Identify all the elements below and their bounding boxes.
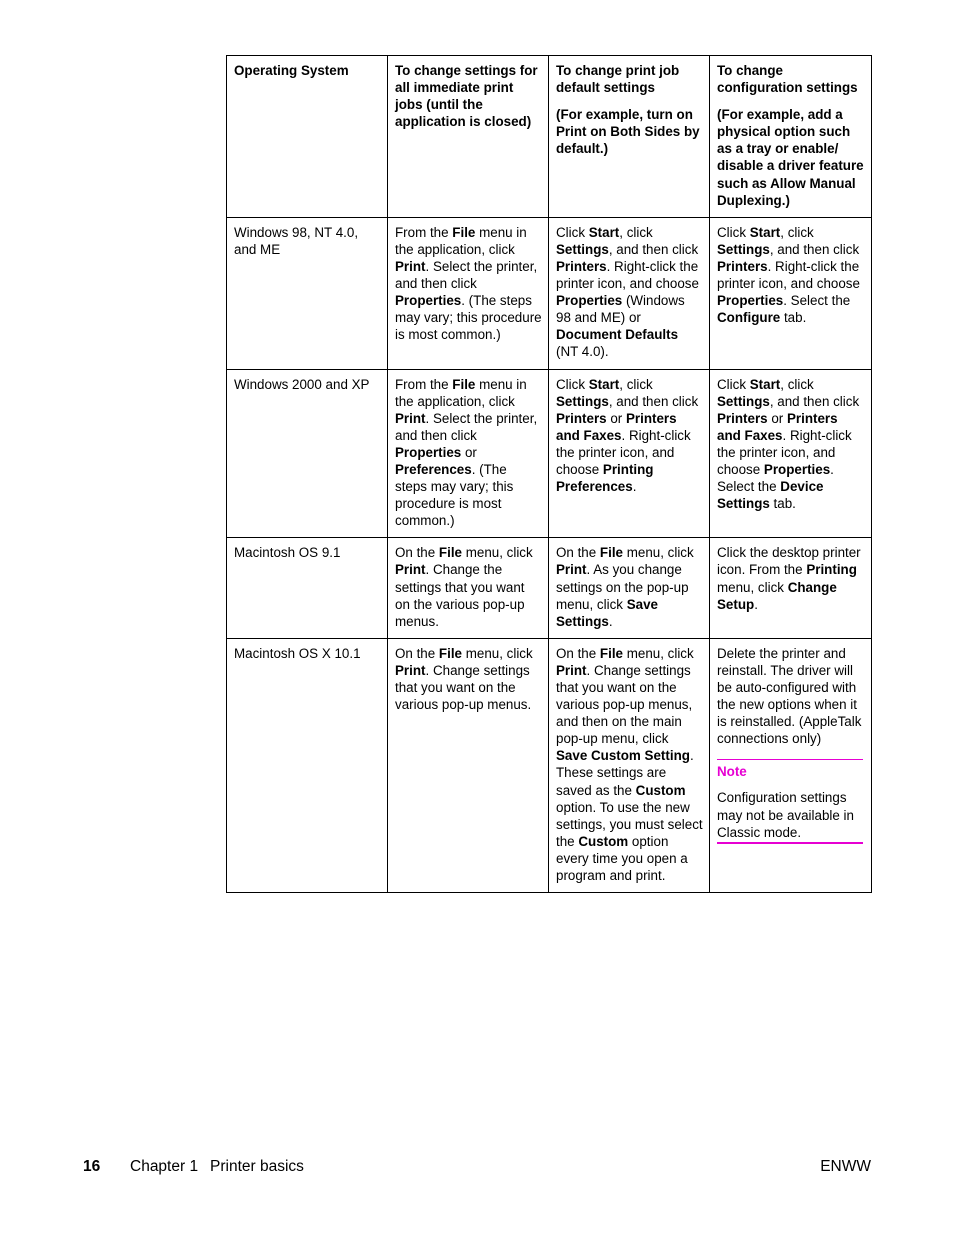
text-segment: , click: [780, 376, 814, 392]
bold-term: Printing: [806, 562, 857, 578]
text-segment: Delete the printer and reinstall. The driver will be auto-configured with the new options when it is reinstalled. (AppleTalk connections only): [717, 645, 862, 747]
text-segment: , click: [619, 376, 653, 392]
text-segment: menu, click: [717, 579, 788, 595]
text-segment: or: [606, 410, 626, 426]
os-cell: Macintosh OS X 10.1: [227, 638, 388, 892]
os-cell: Windows 98, NT 4.0, and ME: [227, 217, 388, 369]
bold-term: Properties: [763, 461, 831, 477]
text-segment: . (The steps may vary; this procedure is most common.): [395, 293, 542, 343]
text-segment: or: [461, 444, 477, 460]
text-segment: tab.: [780, 310, 807, 326]
text-segment: . Select the printer, and then click: [395, 258, 538, 292]
header-immediate: [388, 56, 549, 218]
bold-term: Start: [588, 376, 620, 392]
text-segment: , click: [619, 224, 653, 240]
text-segment: Click: [556, 224, 589, 240]
bold-term: Custom: [578, 833, 629, 849]
bold-term: Printers: [717, 410, 768, 426]
bold-term: Preferences: [395, 461, 472, 477]
text-segment: , and then click: [769, 241, 860, 257]
text-segment: . These settings are saved as the: [556, 748, 694, 798]
bold-term: Print: [556, 662, 587, 678]
default-cell: [549, 638, 710, 892]
bold-term: Printing Preferences: [556, 461, 654, 495]
document-code: ENWW: [820, 1158, 871, 1175]
bold-term: Configure: [717, 310, 781, 326]
text-segment: . Change the settings that you want on the various pop-up menus.: [395, 562, 525, 629]
text-segment: . Select the printer, and then click: [395, 410, 538, 443]
os-cell: Macintosh OS 9.1: [227, 538, 388, 638]
bold-term: File: [599, 645, 623, 661]
header-default: [549, 56, 710, 218]
bold-term: File: [599, 545, 623, 561]
text-segment: . Select the: [717, 461, 834, 495]
text-segment: Click: [717, 376, 750, 392]
config-cell: [710, 538, 872, 638]
bold-term: File: [452, 376, 476, 392]
page-number: 16: [83, 1158, 101, 1175]
text-segment: , click: [780, 224, 814, 240]
bold-term: Custom: [635, 782, 686, 798]
config-cell: [710, 369, 872, 538]
table-row-win98: [227, 217, 872, 369]
text-segment: . As you change settings on the pop-up menu, click: [556, 562, 689, 612]
text-segment: Click the desktop printer icon. From the: [717, 545, 861, 578]
immediate-cell: [388, 538, 549, 638]
header-default-sub: (For example, turn on Print on Both Sides by default.): [556, 107, 700, 157]
header-config-title: To change configuration settings: [717, 63, 858, 96]
bold-term: Print: [556, 562, 587, 578]
bold-term: Printers and Faxes: [556, 410, 677, 443]
text-segment: . (The steps may vary; this procedure is most common.): [395, 461, 514, 529]
text-segment: On the: [395, 645, 439, 661]
bold-term: Save Settings: [556, 596, 658, 629]
os-cell: Windows 2000 and XP: [227, 369, 388, 538]
text-segment: option every time you open a program and print.: [556, 833, 688, 884]
text-segment: , and then click: [769, 393, 860, 409]
bold-term: Properties: [717, 293, 784, 309]
immediate-cell: [388, 369, 549, 538]
text-segment: menu, click: [623, 545, 694, 561]
header-default-title: To change print job default settings: [556, 63, 680, 96]
default-cell: [549, 538, 710, 638]
bold-term: Print: [395, 258, 426, 274]
header-os: [227, 56, 388, 218]
config-cell: [710, 217, 872, 369]
header-immediate-title: To change settings for all immediate print jobs (until the application is closed): [395, 63, 538, 130]
bold-term: Properties: [556, 293, 623, 309]
text-segment: (NT 4.0).: [556, 344, 609, 360]
bold-term: Start: [749, 376, 781, 392]
text-segment: (Windows 98 and ME) or: [556, 293, 685, 326]
default-cell: [549, 217, 710, 369]
table-row-macx: [227, 638, 872, 892]
chapter-label: Chapter 1: [130, 1158, 199, 1175]
text-segment: menu, click: [623, 645, 694, 661]
bold-term: Print: [395, 562, 426, 578]
bold-term: Print: [395, 410, 426, 426]
text-segment: tab.: [769, 496, 796, 512]
bold-term: Change Setup: [717, 579, 837, 612]
note-box: [717, 759, 863, 843]
chapter-title: Printer basics: [210, 1158, 304, 1175]
text-segment: Click: [556, 376, 589, 392]
text-segment: Click: [717, 224, 750, 240]
text-segment: From the: [395, 224, 453, 240]
text-segment: . Right-click the printer icon, and choose: [717, 258, 860, 292]
immediate-cell: [388, 638, 549, 892]
table-row-win2000: [227, 369, 872, 538]
bold-term: Start: [588, 224, 620, 240]
text-segment: On the: [556, 545, 600, 561]
text-segment: , and then click: [608, 393, 699, 409]
text-segment: . Change settings that you want on the various pop-up menus, and then on the main pop-up menu, click: [556, 662, 693, 747]
text-segment: .: [608, 613, 613, 629]
text-segment: On the: [395, 545, 439, 561]
text-segment: . Right-click the printer icon, and choose: [556, 427, 691, 477]
bold-term: Print: [395, 662, 426, 678]
note-label: Note: [717, 764, 747, 780]
text-segment: . Right-click the printer icon, and choose: [717, 427, 852, 477]
bold-term: File: [438, 645, 462, 661]
text-segment: or: [767, 410, 787, 426]
text-segment: .: [754, 596, 758, 612]
immediate-cell: [388, 217, 549, 369]
default-cell: [549, 369, 710, 538]
text-segment: On the: [556, 645, 600, 661]
header-os-title: Operating System: [234, 63, 349, 78]
text-segment: . Select the: [783, 293, 851, 309]
bold-term: Settings: [556, 241, 609, 257]
header-config: [710, 56, 872, 218]
text-segment: menu, click: [462, 545, 533, 561]
bold-term: Printers and Faxes: [717, 410, 838, 443]
header-config-sub: (For example, add a physical option such as a tray or enable/ disable a driver feature such as Allow Manual Duplexing.): [717, 107, 864, 208]
text-segment: menu in the application, click: [395, 376, 527, 409]
text-segment: menu in the application, click: [395, 224, 527, 257]
bold-term: Settings: [556, 393, 609, 409]
bold-term: Save Custom Setting: [556, 748, 690, 764]
note-text: Configuration settings may not be available in Classic mode.: [717, 790, 854, 840]
bold-term: Settings: [717, 393, 770, 409]
settings-table: [226, 55, 872, 893]
text-segment: option. To use the new settings, you must select the: [556, 799, 703, 849]
bold-term: Printers: [717, 258, 768, 274]
text-segment: From the: [395, 376, 453, 392]
config-cell: [710, 638, 872, 892]
header-row: [227, 56, 872, 218]
config-text: [717, 645, 865, 748]
bold-term: Document Defaults: [556, 327, 679, 343]
bold-term: Settings: [717, 241, 770, 257]
table-row-mac91: [227, 538, 872, 638]
bold-term: Printers: [556, 410, 607, 426]
bold-term: File: [452, 224, 476, 240]
bold-term: Printers: [556, 258, 607, 274]
text-segment: . Right-click the printer icon, and choose: [556, 258, 699, 292]
bold-term: Properties: [395, 293, 462, 309]
text-segment: . Change settings that you want on the various pop-up menus.: [395, 662, 532, 713]
text-segment: , and then click: [608, 241, 699, 257]
text-segment: .: [632, 479, 637, 495]
bold-term: Start: [749, 224, 781, 240]
text-segment: menu, click: [462, 645, 533, 661]
bold-term: File: [438, 545, 462, 561]
bold-term: Properties: [395, 444, 462, 460]
bold-term: Device Settings: [717, 479, 824, 512]
